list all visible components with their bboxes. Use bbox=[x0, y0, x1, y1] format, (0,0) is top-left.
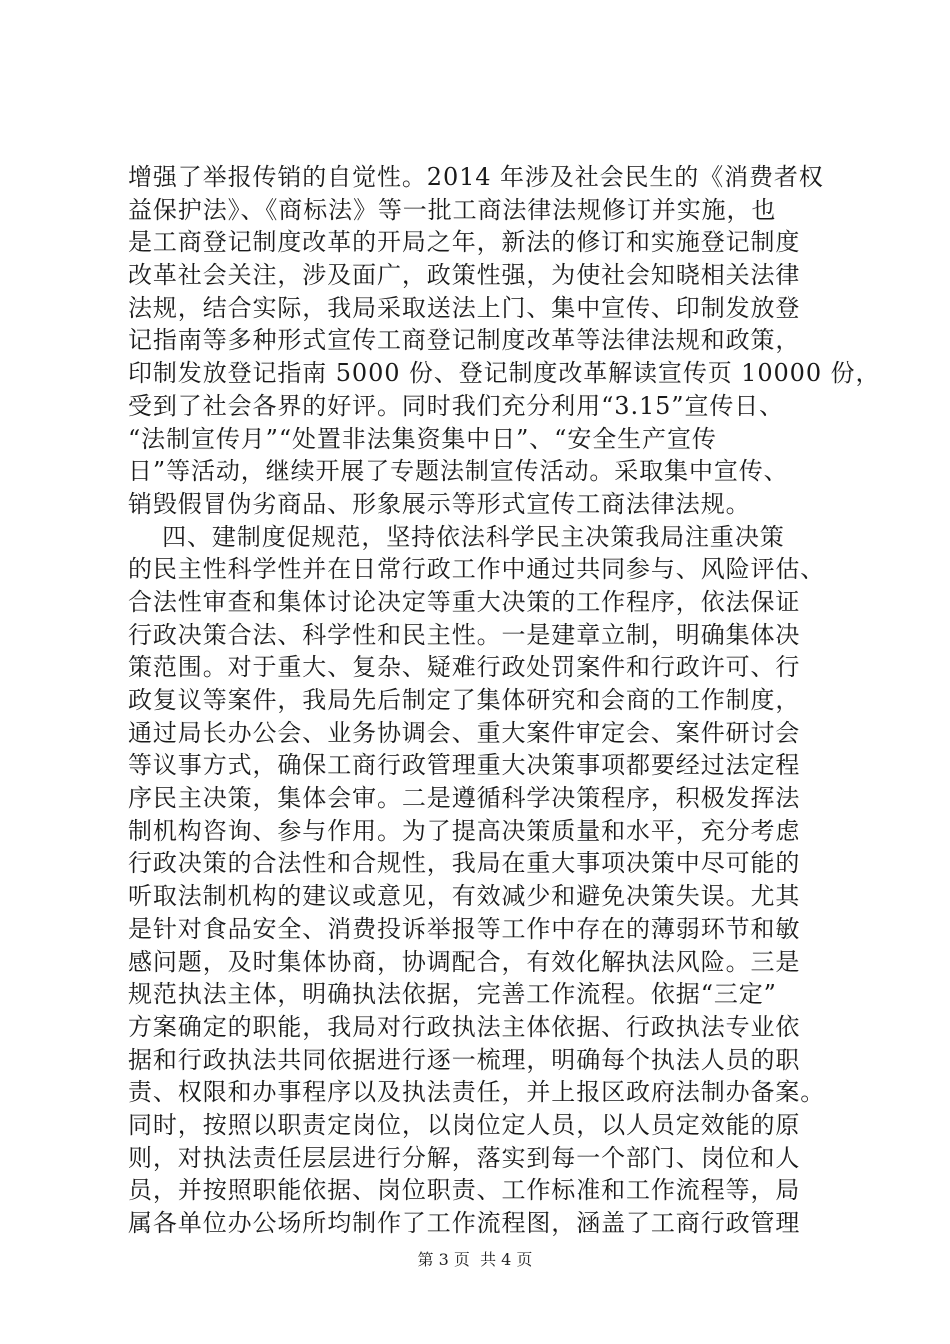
text-line: 听取法制机构的建议或意见，有效减少和避免决策失误。尤其 bbox=[128, 882, 801, 911]
text-line: 政复议等案件，我局先后制定了集体研究和会商的工作制度， bbox=[128, 686, 801, 714]
text-line: 通过局长办公会、业务协调会、重大案件审定会、案件研讨会 bbox=[128, 718, 801, 747]
text-line: 则，对执法责任层层进行分解，落实到每一个部门、岗位和人 bbox=[128, 1143, 801, 1172]
text-line: 合法性审查和集体讨论决定等重大决策的工作程序，依法保证 bbox=[128, 587, 801, 616]
text-line: 是针对食品安全、消费投诉举报等工作中存在的薄弱环节和敏 bbox=[128, 914, 801, 943]
text-line: 增强了举报传销的自觉性。2014 年涉及社会民生的《消费者权 bbox=[128, 163, 824, 191]
text-line: 印制发放登记指南 5000 份、登记制度改革解读宣传页 10000 份， bbox=[128, 359, 881, 388]
text-line: 行政决策合法、科学性和民主性。一是建章立制，明确集体决 bbox=[128, 620, 801, 649]
text-line: 序民主决策，集体会审。二是遵循科学决策程序，积极发挥法 bbox=[128, 784, 801, 813]
text-line: 行政决策的合法性和合规性，我局在重大事项决策中尽可能的 bbox=[128, 849, 801, 878]
text-line: 日”等活动，继续开展了专题法制宣传活动。采取集中宣传、 bbox=[128, 457, 789, 486]
text-line: 是工商登记制度改革的开局之年，新法的修订和实施登记制度 bbox=[128, 228, 801, 257]
text-line: 法规，结合实际，我局采取送法上门、集中宣传、印制发放登 bbox=[128, 293, 801, 322]
text-line: 策范围。对于重大、复杂、疑难行政处罚案件和行政许可、行 bbox=[128, 653, 801, 682]
text-line: 益保护法》、《商标法》等一批工商法律法规修订并实施，也 bbox=[128, 195, 777, 224]
text-line: 的民主性科学性并在日常行政工作中通过共同参与、风险评估、 bbox=[128, 555, 826, 584]
text-line: 责、权限和办事程序以及执法责任，并上报区政府法制办备案。 bbox=[128, 1078, 826, 1107]
text-line: 改革社会关注，涉及面广，政策性强，为使社会知晓相关法律 bbox=[128, 261, 801, 290]
page-footer: 第 3 页 共 4 页 bbox=[417, 1250, 533, 1269]
text-line: 四、建制度促规范，坚持依法科学民主决策我局注重决策 bbox=[128, 522, 785, 551]
text-line: 规范执法主体，明确执法依据，完善工作流程。依据“三定” bbox=[128, 980, 777, 1009]
text-line: 方案确定的职能，我局对行政执法主体依据、行政执法专业依 bbox=[128, 1012, 801, 1041]
text-line: 记指南等多种形式宣传工商登记制度改革等法律法规和政策， bbox=[128, 326, 801, 355]
text-line: “法制宣传月”“处置非法集资集中日”、“安全生产宣传 bbox=[128, 424, 717, 453]
text-line: 属各单位办公场所均制作了工作流程图，涵盖了工商行政管理 bbox=[128, 1209, 801, 1237]
text-line: 同时，按照以职责定岗位，以岗位定人员，以人员定效能的原 bbox=[128, 1110, 801, 1139]
text-line: 销毁假冒伪劣商品、形象展示等形式宣传工商法律法规。 bbox=[128, 489, 751, 518]
text-line: 据和行政执法共同依据进行逐一梳理，明确每个执法人员的职 bbox=[128, 1045, 801, 1074]
body-text bbox=[128, 161, 881, 1240]
text-line: 员，并按照职能依据、岗位职责、工作标准和工作流程等，局 bbox=[128, 1176, 801, 1205]
text-line: 等议事方式，确保工商行政管理重大决策事项都要经过法定程 bbox=[128, 751, 801, 780]
text-line: 受到了社会各界的好评。同时我们充分利用“3.15”宣传日、 bbox=[128, 391, 785, 420]
text-line: 制机构咨询、参与作用。为了提高决策质量和水平，充分考虑 bbox=[128, 816, 801, 845]
text-line: 感问题，及时集体协商，协调配合，有效化解执法风险。三是 bbox=[128, 947, 801, 976]
